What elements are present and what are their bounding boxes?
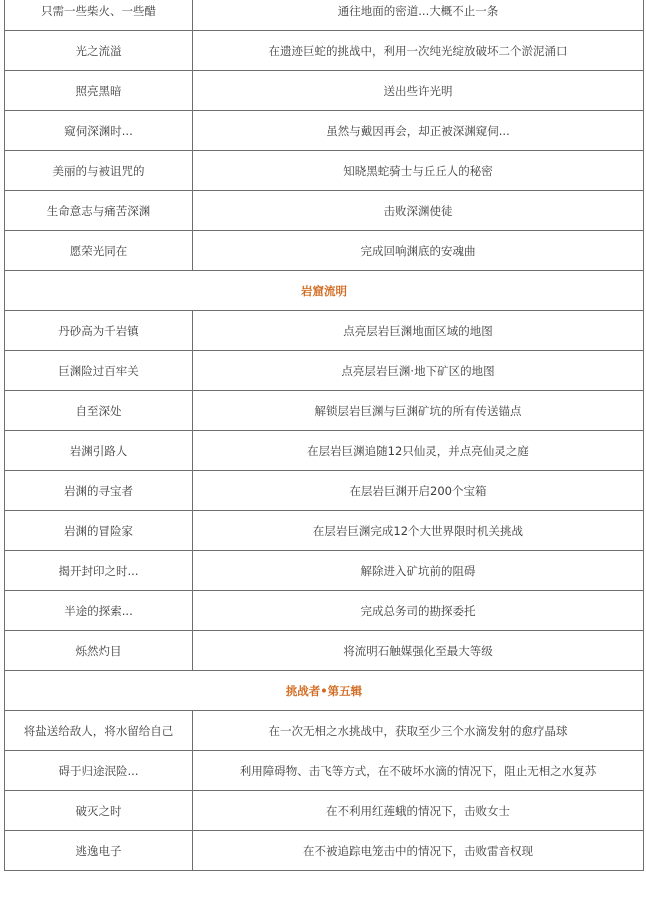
section-header-row	[5, 271, 644, 311]
achievement-name: 愿荣光同在	[5, 231, 193, 271]
achievement-name: 将盐送给敌人，将水留给自己	[5, 711, 193, 751]
table-row	[5, 751, 644, 791]
table-row	[5, 311, 644, 351]
table-row	[5, 351, 644, 391]
achievement-description: 利用障碍物、击飞等方式，在不破坏水滴的情况下，阻止无相之水复苏	[193, 751, 644, 791]
achievement-name: 逃逸电子	[5, 831, 193, 871]
table-row	[5, 111, 644, 151]
achievement-description: 将流明石触媒强化至最大等级	[193, 631, 644, 671]
achievement-name: 丹砂高为千岩镇	[5, 311, 193, 351]
achievement-name: 自至深处	[5, 391, 193, 431]
achievement-name: 光之流溢	[5, 31, 193, 71]
table-row	[5, 71, 644, 111]
achievement-description: 送出些许光明	[193, 71, 644, 111]
achievement-name: 美丽的与被诅咒的	[5, 151, 193, 191]
achievement-description: 在不被追踪电笼击中的情况下，击败雷音权现	[193, 831, 644, 871]
achievement-name: 岩渊的寻宝者	[5, 471, 193, 511]
achievement-description: 在层岩巨渊开启200个宝箱	[193, 471, 644, 511]
achievement-name: 只需一些柴火、一些醋	[5, 0, 193, 31]
achievement-table-body	[5, 0, 644, 871]
achievement-description: 在层岩巨渊追随12只仙灵，并点亮仙灵之庭	[193, 431, 644, 471]
table-row	[5, 511, 644, 551]
achievement-name: 岩渊的冒险家	[5, 511, 193, 551]
table-row	[5, 391, 644, 431]
achievement-name: 照亮黑暗	[5, 71, 193, 111]
achievement-table	[4, 0, 644, 871]
table-row	[5, 551, 644, 591]
table-row	[5, 591, 644, 631]
table-row	[5, 831, 644, 871]
achievement-description: 点亮层岩巨渊·地下矿区的地图	[193, 351, 644, 391]
achievement-description: 解除进入矿坑前的阻碍	[193, 551, 644, 591]
achievement-description: 虽然与戴因再会，却正被深渊窥伺...	[193, 111, 644, 151]
table-row	[5, 711, 644, 751]
achievement-description: 在层岩巨渊完成12个大世界限时机关挑战	[193, 511, 644, 551]
achievement-name: 破灭之时	[5, 791, 193, 831]
table-row	[5, 791, 644, 831]
achievement-name: 碍于归途泯险...	[5, 751, 193, 791]
achievement-description: 完成回响渊底的安魂曲	[193, 231, 644, 271]
table-row	[5, 0, 644, 31]
section-header-row	[5, 671, 644, 711]
achievement-name: 揭开封印之时...	[5, 551, 193, 591]
section-title: 岩窟流明	[5, 271, 644, 311]
achievement-description: 完成总务司的勘探委托	[193, 591, 644, 631]
achievement-description: 在一次无相之水挑战中，获取至少三个水滴发射的愈疗晶球	[193, 711, 644, 751]
achievement-description: 通往地面的密道...大概不止一条	[193, 0, 644, 31]
achievement-description: 点亮层岩巨渊地面区域的地图	[193, 311, 644, 351]
table-row	[5, 631, 644, 671]
achievement-name: 生命意志与痛苦深渊	[5, 191, 193, 231]
table-row	[5, 431, 644, 471]
achievement-name: 岩渊引路人	[5, 431, 193, 471]
achievement-description: 知晓黑蛇骑士与丘丘人的秘密	[193, 151, 644, 191]
section-title: 挑战者•第五辑	[5, 671, 644, 711]
achievement-name: 烁然灼目	[5, 631, 193, 671]
achievement-description: 解锁层岩巨渊与巨渊矿坑的所有传送锚点	[193, 391, 644, 431]
table-row	[5, 191, 644, 231]
achievement-name: 窥伺深渊时...	[5, 111, 193, 151]
table-row	[5, 231, 644, 271]
table-row	[5, 471, 644, 511]
achievement-name: 半途的探索...	[5, 591, 193, 631]
achievement-name: 巨渊险过百牢关	[5, 351, 193, 391]
achievement-description: 在不利用红莲蛾的情况下，击败女士	[193, 791, 644, 831]
achievement-description: 击败深渊使徒	[193, 191, 644, 231]
table-row	[5, 151, 644, 191]
table-row	[5, 31, 644, 71]
achievement-description: 在遗迹巨蛇的挑战中，利用一次纯光绽放破坏二个淤泥涌口	[193, 31, 644, 71]
